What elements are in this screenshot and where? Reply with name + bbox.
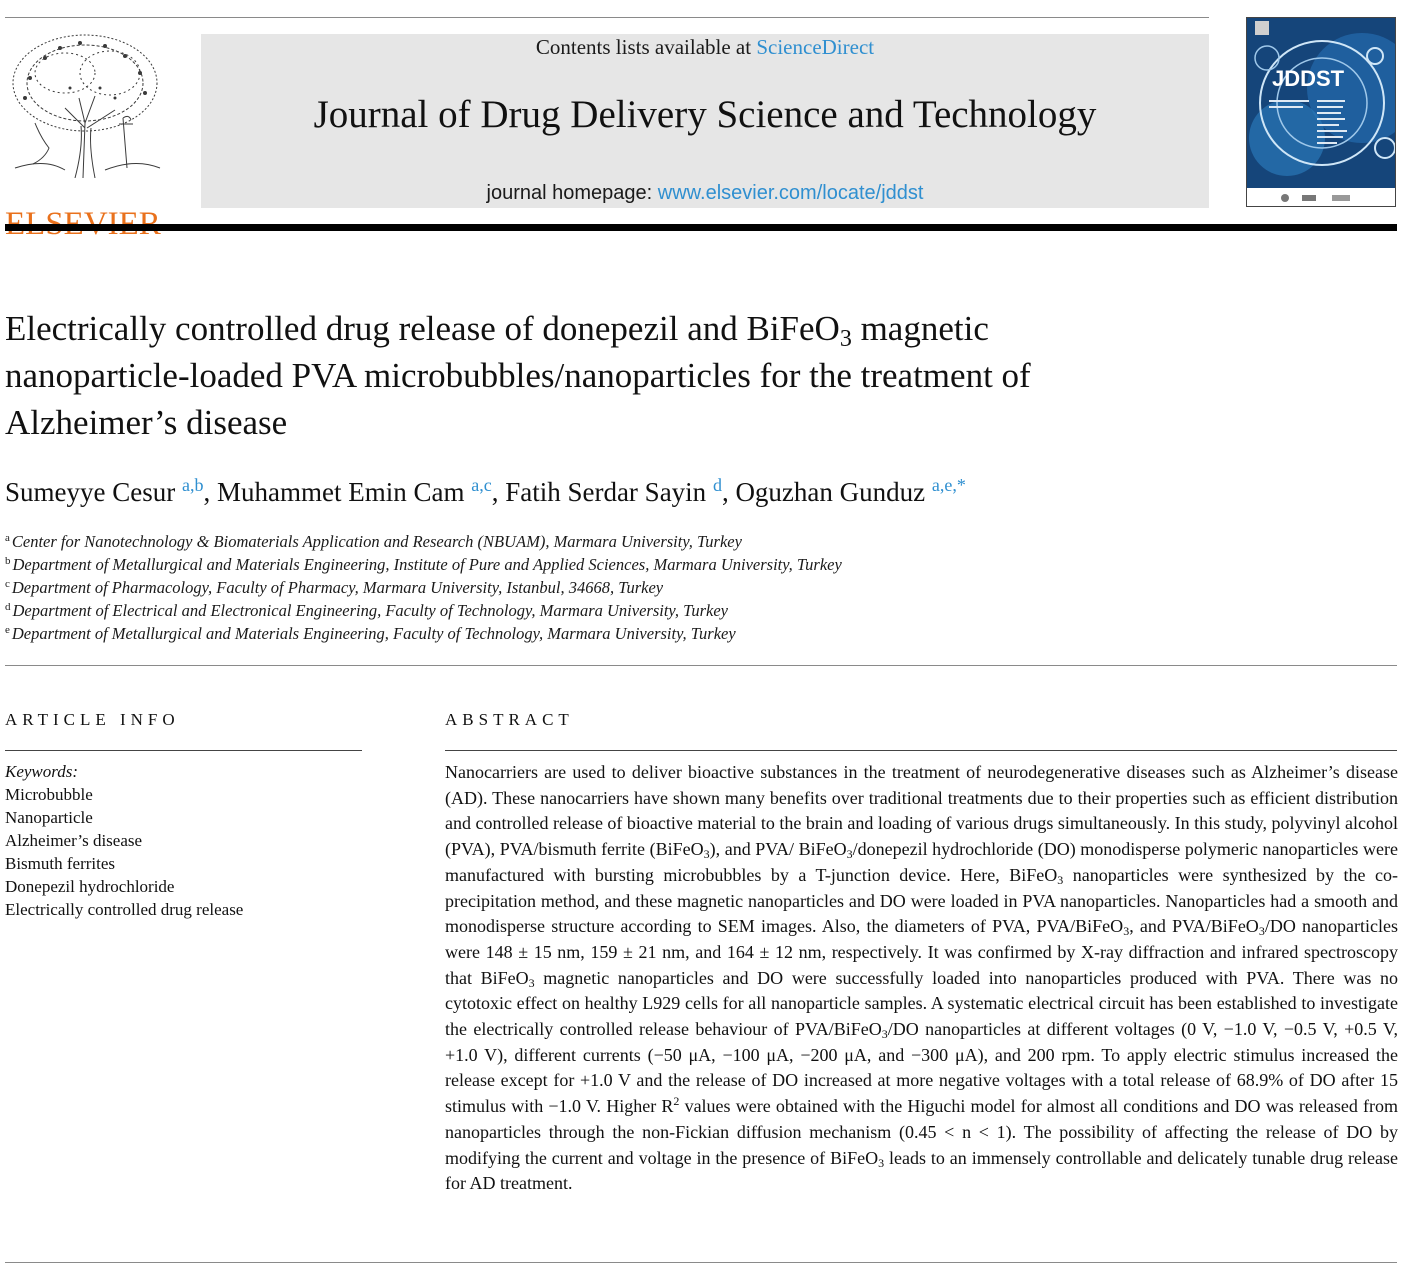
affiliations bbox=[5, 530, 1395, 645]
elsevier-logo[interactable] bbox=[5, 28, 167, 212]
abstract-segment: magnetic nanoparticles and DO were successfully loaded into nanoparticles produced with PVA. There was no cytotoxic effect on healthy L929 cells for all nanoparticle samples. A systematic electrical circuit has been established to investigate the electrically controlled release behaviour of PVA/BiFeO bbox=[445, 967, 1399, 1040]
affiliation-item bbox=[5, 553, 1395, 576]
affiliation-text: Department of Metallurgical and Materials Engineering, Institute of Pure and Applied Sciences, Marmara University, Turkey bbox=[12, 555, 842, 574]
cover-title: JDDST bbox=[1272, 66, 1345, 91]
affiliation-text: Department of Electrical and Electronical Engineering, Faculty of Technology, Marmara University, Turkey bbox=[12, 601, 728, 620]
contents-prefix: Contents lists available at bbox=[535, 35, 757, 59]
keyword-item: Alzheimer’s disease bbox=[5, 831, 143, 850]
sciencedirect-link[interactable]: ScienceDirect bbox=[756, 35, 875, 59]
affiliation-key: d bbox=[5, 601, 11, 613]
contents-line bbox=[201, 35, 1209, 60]
abstract-segment: leads to an immensely controllable and delicately tunable drug release for AD treatment. bbox=[445, 1147, 1398, 1194]
journal-title[interactable]: Journal of Drug Delivery Science and Technology bbox=[313, 93, 1097, 136]
author-affiliation-link[interactable]: d bbox=[712, 475, 722, 495]
elsevier-tree-icon bbox=[5, 28, 167, 178]
affiliation-text: Department of Metallurgical and Materials Engineering, Faculty of Technology, Marmara University, Turkey bbox=[11, 624, 736, 643]
title-line-3: Alzheimer’s disease bbox=[5, 403, 288, 442]
journal-cover-image bbox=[1247, 18, 1396, 207]
abstract-segment: /DO nanoparticles at different voltages (0 V, −1.0 V, −0.5 V, +0.5 V, +1.0 V), different currents (−50 μA, −100 μA, −200 μA, and −300 μA), and 200 rpm. To apply electric stimulus increased the release except for +1.0 V and the release of DO increased at more negative voltages with a total release of 68.9% of DO after 15 stimulus with −1.0 V. Higher R bbox=[445, 1019, 1399, 1117]
keywords-label: Keywords: bbox=[5, 762, 79, 781]
abstract-heading: ABSTRACT bbox=[445, 710, 574, 729]
abstract-rule bbox=[445, 750, 1397, 751]
affiliation-item bbox=[5, 576, 1395, 599]
abstract-text bbox=[445, 760, 1398, 1197]
superscript: 2 bbox=[673, 1094, 680, 1109]
author-affiliation-link[interactable]: a,c bbox=[471, 475, 492, 495]
author-affiliation-link[interactable]: a,e,* bbox=[931, 475, 966, 495]
abstract-segment: Nanocarriers are used to deliver bioactive substances in the treatment of neurodegenerative diseases such as Alzheimer’s disease (AD). These nanocarriers have shown many benefits over traditional treatments due to their properties such as efficient distribution and controlled release of bioactive material to the brain and loading of various drugs simultaneously. In this study, polyvinyl alcohol (PVA), PVA/bismuth ferrite (BiFeO bbox=[445, 762, 1398, 860]
title-line-2: nanoparticle-loaded PVA microbubbles/nanoparticles for the treatment of bbox=[5, 356, 1031, 395]
article-info-heading: ARTICLE INFO bbox=[5, 710, 180, 729]
affiliation-text: Department of Pharmacology, Faculty of Pharmacy, Marmara University, Istanbul, 34668, Turkey bbox=[11, 578, 664, 597]
author-separator: , bbox=[491, 477, 506, 507]
homepage-link[interactable]: www.elsevier.com/locate/jddst bbox=[657, 182, 924, 204]
article-info-rule bbox=[5, 750, 362, 751]
keyword-item: Electrically controlled drug release bbox=[5, 900, 244, 919]
keyword-item: Nanoparticle bbox=[5, 808, 93, 827]
subscript: 3 bbox=[528, 975, 535, 990]
affiliation-item bbox=[5, 530, 1395, 553]
homepage-prefix: journal homepage: bbox=[486, 182, 658, 204]
author-affiliation-link[interactable]: a,b bbox=[181, 475, 204, 495]
homepage-line bbox=[201, 182, 1209, 205]
author-name[interactable]: Muhammet Emin Cam bbox=[216, 477, 465, 507]
subscript: 3 bbox=[703, 847, 710, 862]
abstract-segment: , and PVA/BiFeO bbox=[1129, 916, 1259, 937]
subscript: 3 bbox=[878, 1155, 885, 1170]
abstract-segment: /DO nanoparticles were 148 ± 15 nm, 159 ± 21 nm, and 164 ± 12 nm, respectively. It was confirmed by X-ray diffraction and infrared spectroscopy that BiFeO bbox=[445, 916, 1398, 988]
author-name[interactable]: Oguzhan Gunduz bbox=[735, 477, 926, 507]
journal-banner bbox=[201, 34, 1209, 208]
keyword-item: Microbubble bbox=[5, 785, 93, 804]
subscript: 3 bbox=[1123, 924, 1130, 939]
author-separator: , bbox=[721, 477, 736, 507]
top-rule bbox=[5, 17, 1209, 18]
affiliation-key: b bbox=[5, 555, 11, 567]
section-divider bbox=[5, 665, 1397, 666]
keywords-block bbox=[5, 760, 365, 921]
abstract-segment: values were obtained with the Higuchi model for almost all conditions and DO was released from nanoparticles through the non-Fickian diffusion mechanism (0.45 < n < 1). The possibility of affecting the release of DO by modifying the current and voltage in the presence of BiFeO bbox=[445, 1096, 1398, 1168]
subscript: 3 bbox=[846, 847, 853, 862]
journal-cover[interactable] bbox=[1246, 17, 1396, 207]
affiliation-key: e bbox=[5, 624, 10, 636]
abstract-segment: nanoparticles were synthesized by the co-precipitation method, and these magnetic nanoparticles and DO were loaded in PVA nanoparticles. Nanoparticles had a smooth and monodisperse structure according to SEM images. Also, the diameters of PVA, PVA/BiFeO bbox=[445, 864, 1398, 937]
title-line-1a: Electrically controlled drug release of donepezil and BiFeO bbox=[5, 309, 840, 348]
subscript: 3 bbox=[881, 1027, 888, 1042]
author-name[interactable]: Fatih Serdar Sayin bbox=[505, 477, 707, 507]
article-title bbox=[5, 305, 1395, 446]
author-separator: , bbox=[203, 477, 217, 507]
title-subscript: 3 bbox=[839, 326, 852, 352]
affiliation-item bbox=[5, 622, 1395, 645]
affiliation-key: c bbox=[5, 578, 10, 590]
keyword-item: Donepezil hydrochloride bbox=[5, 877, 175, 896]
affiliation-key: a bbox=[5, 532, 10, 544]
affiliation-item bbox=[5, 599, 1395, 622]
author-list bbox=[5, 472, 1395, 512]
subscript: 3 bbox=[1057, 872, 1064, 887]
header-thick-rule bbox=[5, 224, 1397, 231]
abstract-segment: ), and PVA/ BiFeO bbox=[709, 839, 847, 860]
keyword-item: Bismuth ferrites bbox=[5, 854, 116, 873]
affiliation-text: Center for Nanotechnology & Biomaterials Application and Research (NBUAM), Marmara University, Turkey bbox=[11, 532, 742, 551]
title-line-1b: magnetic bbox=[851, 309, 989, 348]
abstract-segment: /donepezil hydrochloride (DO) monodisperse polymeric nanoparticles were manufactured with bursting microbubbles by a T-junction device. Here, BiFeO bbox=[445, 839, 1398, 885]
author-name[interactable]: Sumeyye Cesur bbox=[5, 477, 176, 507]
bottom-rule bbox=[5, 1262, 1397, 1263]
subscript: 3 bbox=[1258, 924, 1265, 939]
